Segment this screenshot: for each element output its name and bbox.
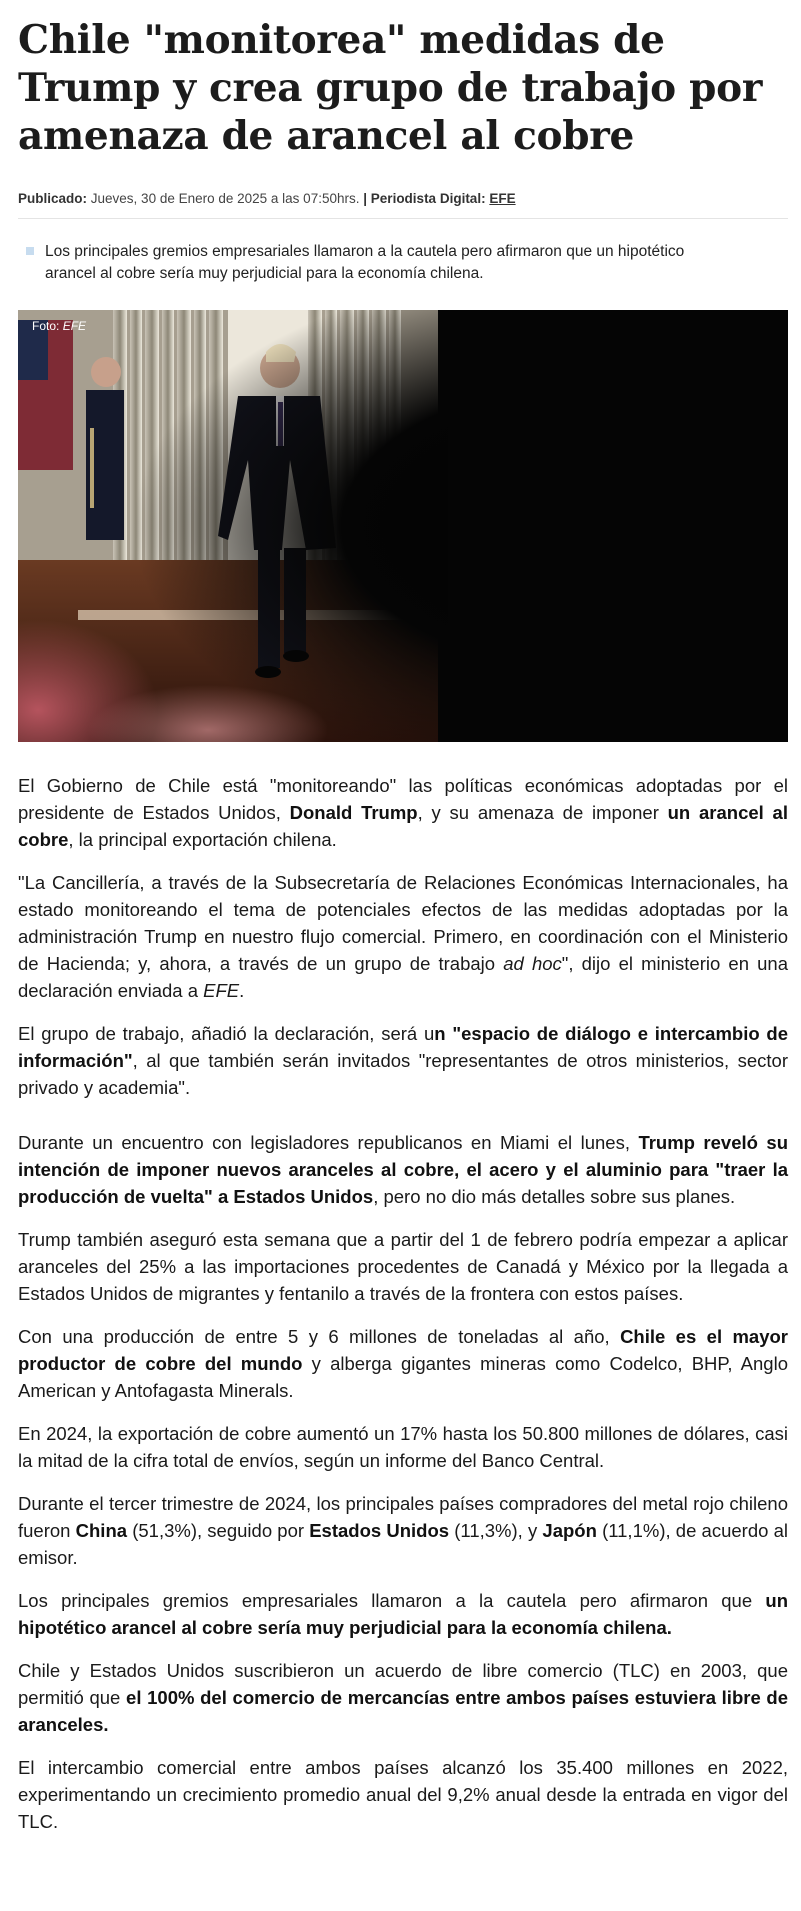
paragraph-4-bold: Trump reveló su intención de imponer nuevos aranceles al cobre, el acero y el aluminio para "traer la producción de vuelta" a Estados Unidos xyxy=(18,1132,788,1207)
paragraph-5: Trump también aseguró esta semana que a partir del 1 de febrero podría empezar a aplicar aranceles del 25% a las importaciones procedentes de Canadá y México por la llegada a Estados Unidos de migrantes y fentanilo a través de la frontera con estos países. xyxy=(18,1229,788,1304)
paragraph-8-text-c: (11,3%), y xyxy=(449,1520,543,1541)
journalist-label: Periodista Digital: xyxy=(370,191,486,206)
paragraph-2-text-a: "La Cancillería, a través de la Subsecretaría de Relaciones Económicas Internacionales, ha estado monitoreando el tema de potenciales efectos de las medidas adoptadas por la administración Trump en nuestro flujo comercial. Primero, en coordinación con el Ministerio de Hacienda; y, ahora, a través de un grupo de trabajo xyxy=(18,872,788,974)
headline: Chile "monitorea" medidas de Trump y crea grupo de trabajo por amenaza de arancel al cobre xyxy=(18,17,763,159)
article-summary xyxy=(18,241,705,285)
paragraph-3-text-a: El grupo de trabajo, añadió la declaración, será u xyxy=(18,1023,435,1044)
paragraph-4 xyxy=(18,1129,788,1210)
paragraph-8-bold-b: Estados Unidos xyxy=(309,1520,450,1541)
paragraph-2-text-b: ", dijo el ministerio en una declaración enviada a xyxy=(18,953,789,1001)
paragraph-8 xyxy=(18,1490,788,1571)
paragraph-6-text-a: Con una producción de entre 5 y 6 millones de toneladas al año, xyxy=(18,1326,621,1347)
paragraph-10-bold: el 100% del comercio de mercancías entre ambos países estuviera libre de aranceles. xyxy=(18,1687,788,1735)
paragraph-1 xyxy=(18,772,788,853)
paragraph-1-text-b: , y su amenaza de imponer xyxy=(417,802,668,823)
paragraph-3-bold: n "espacio de diálogo e intercambio de información" xyxy=(18,1023,788,1071)
paragraph-9 xyxy=(18,1587,788,1641)
paragraph-3 xyxy=(18,1020,788,1101)
paragraph-1-text-a: El Gobierno de Chile está "monitoreando" las políticas económicas adoptadas por el presidente de Estados Unidos, xyxy=(18,775,788,823)
byline-separator: | xyxy=(363,191,368,206)
journalist-link[interactable]: EFE xyxy=(489,191,516,206)
paragraph-7: En 2024, la exportación de cobre aumentó un 17% hasta los 50.800 millones de dólares, casi la mitad de la cifra total de envíos, según un informe del Banco Central. xyxy=(18,1423,788,1471)
paragraph-8-bold-c: Japón xyxy=(542,1520,597,1541)
paragraph-8-text-d: (11,1%), de acuerdo al emisor. xyxy=(18,1520,788,1568)
paragraph-11: El intercambio comercial entre ambos países alcanzó los 35.400 millones en 2022, experimentando un crecimiento promedio anual del 9,2% anual desde la entrada en vigor del TLC. xyxy=(18,1757,788,1832)
article-container xyxy=(18,16,788,1835)
paragraph-2-italic-b: EFE xyxy=(203,980,240,1001)
paragraph-9-bold: un hipotético arancel al cobre sería muy perjudicial para la economía chilena. xyxy=(18,1590,788,1638)
summary-text: Los principales gremios empresariales llamaron a la cautela pero afirmaron que un hipotético arancel al cobre sería muy perjudicial para la economía chilena. xyxy=(45,243,685,282)
paragraph-4-text-b: , pero no dio más detalles sobre sus planes. xyxy=(373,1186,736,1207)
paragraph-8-text-b: (51,3%), seguido por xyxy=(127,1520,310,1541)
published-date: Jueves, 30 de Enero de 2025 a las 07:50hrs. xyxy=(90,191,360,206)
paragraph-10-text: Chile y Estados Unidos suscribieron un acuerdo de libre comercio (TLC) en 2003, que permitió que xyxy=(18,1660,788,1708)
published-label: Publicado: xyxy=(18,191,88,206)
paragraph-4-text-a: Durante un encuentro con legisladores republicanos en Miami el lunes, xyxy=(18,1132,639,1153)
summary-bullet-icon xyxy=(26,247,34,255)
paragraph-8-text-a: Durante el tercer trimestre de 2024, los principales países compradores del metal rojo chileno fueron xyxy=(18,1493,788,1541)
paragraph-6 xyxy=(18,1323,788,1404)
paragraph-2-text-c: . xyxy=(239,980,245,1001)
paragraph-2 xyxy=(18,869,788,1004)
paragraph-1-text-c: , la principal exportación chilena. xyxy=(68,829,337,850)
paragraph-10 xyxy=(18,1657,788,1738)
paragraph-3-text-b: , al que también serán invitados "representantes de otros ministerios, sector privado y academia". xyxy=(18,1050,788,1098)
paragraph-2-italic-a: ad hoc xyxy=(503,953,562,974)
article-body xyxy=(18,772,788,1835)
paragraph-8-bold-a: China xyxy=(75,1520,128,1541)
paragraph-1-bold-b: un arancel al cobre xyxy=(18,802,788,850)
paragraph-9-text: Los principales gremios empresariales llamaron a la cautela pero afirmaron que xyxy=(18,1590,766,1611)
paragraph-1-bold-a: Donald Trump xyxy=(289,802,418,823)
paragraph-6-text-b: y alberga gigantes mineras como Codelco, BHP, Anglo American y Antofagasta Minerals. xyxy=(18,1353,788,1401)
photo-credit-source: EFE xyxy=(62,319,87,333)
byline xyxy=(18,190,788,219)
photo-credit xyxy=(32,319,86,333)
photo-image xyxy=(18,310,788,742)
article-photo xyxy=(18,310,788,742)
paragraph-6-bold: Chile es el mayor productor de cobre del mundo xyxy=(18,1326,789,1374)
photo-credit-label: Foto: xyxy=(32,319,60,333)
